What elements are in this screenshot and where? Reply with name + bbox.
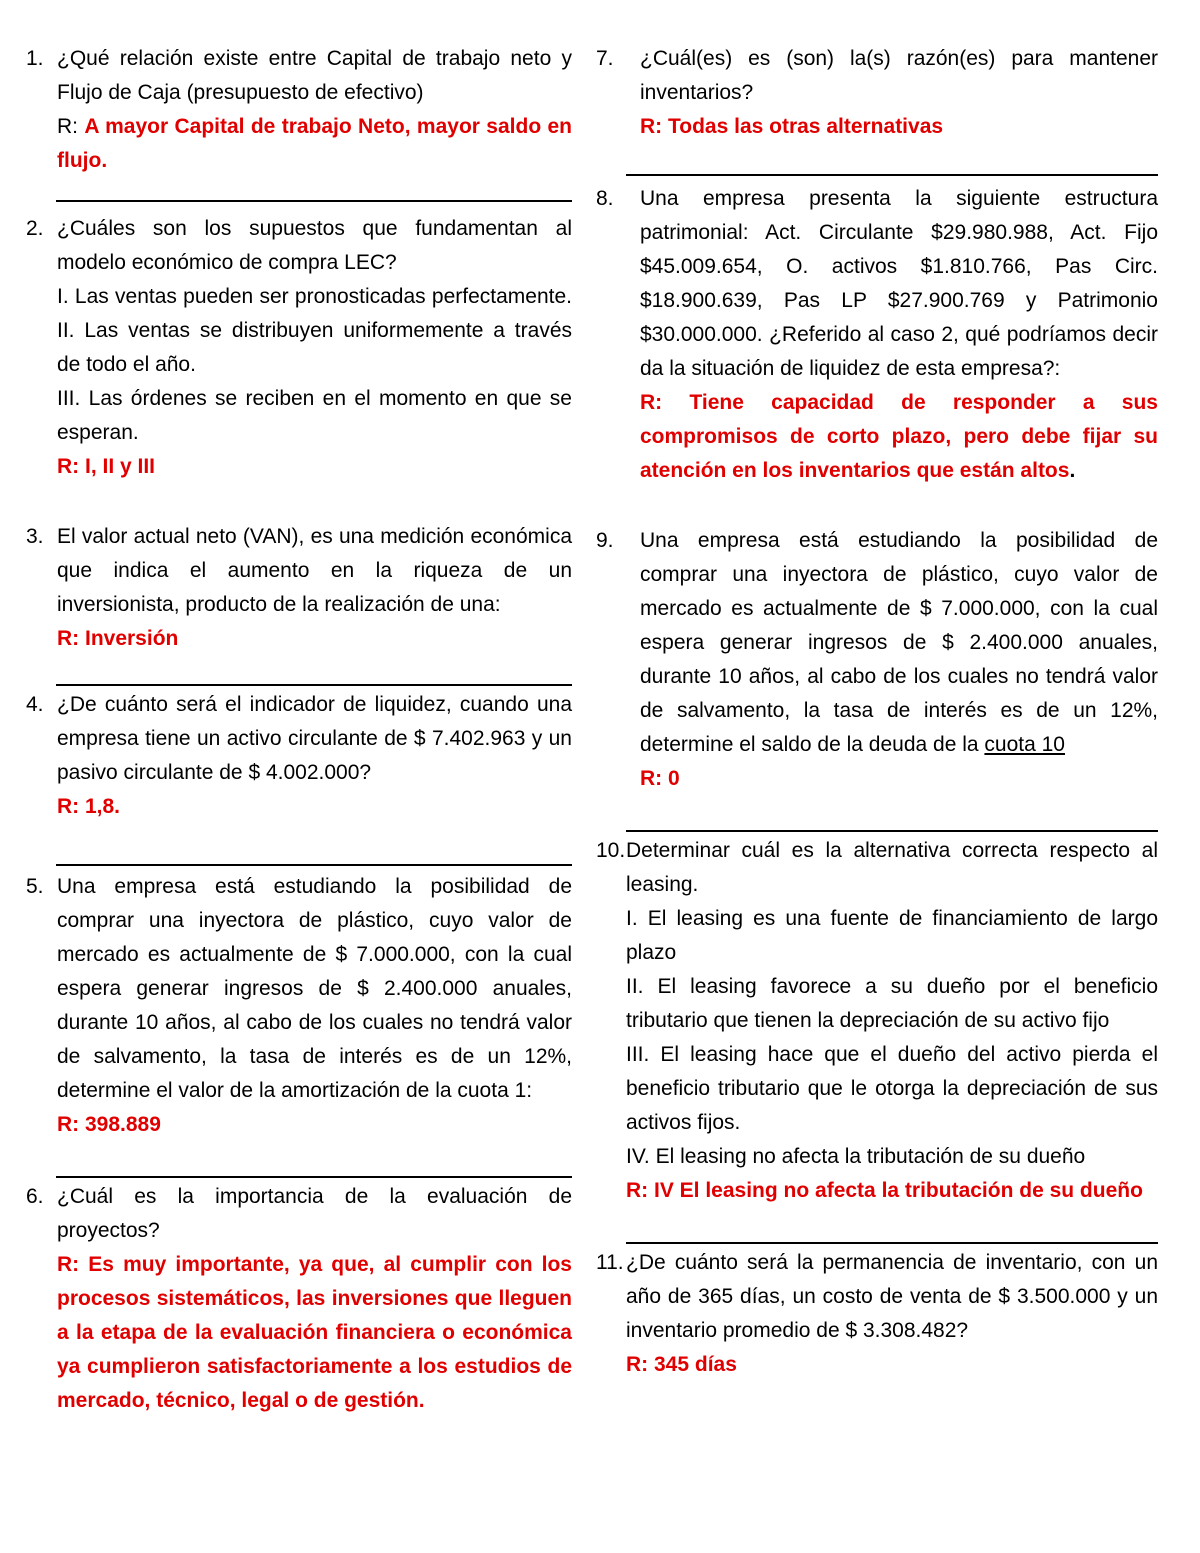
answer-end: .: [1069, 459, 1076, 482]
left-column: [26, 42, 572, 1418]
option-text: IV. El leasing no afecta la tributación de su dueño: [626, 1145, 1086, 1168]
divider: [56, 200, 572, 202]
question-text: Una empresa presenta la siguiente estructura patrimonial: Act. Circulante $29.980.988, Act. Fijo $45.009.654, O. activos $1.810.766, Pas Circ. $18.900.639, Pas LP $27.900.769 y Patrimonio $30.000.000. ¿Referido al caso 2, qué podríamos decir da la situación de liquidez de esta empresa?:: [640, 187, 1158, 380]
option-text: III. Las órdenes se reciben en el momento en que se esperan.: [57, 387, 572, 444]
question-5: [26, 870, 572, 1142]
question-number: 1.: [26, 47, 44, 70]
answer-value: R: Tiene capacidad de responder a sus compromisos de corto plazo, pero debe fijar su atención en los inventarios que están altos: [640, 391, 1158, 482]
question-number: 9.: [596, 529, 614, 552]
question-text: ¿Qué relación existe entre Capital de trabajo neto y Flujo de Caja (presupuesto de efectivo): [57, 47, 572, 104]
question-text: [640, 524, 1158, 762]
divider: [626, 174, 1158, 176]
question-text: ¿Cuál es la importancia de la evaluación de proyectos?: [57, 1185, 572, 1242]
answer-text: R: IV El leasing no afecta la tributación de su dueño: [626, 1179, 1143, 1202]
answer-text: R: 1,8.: [57, 795, 121, 818]
right-column: [596, 42, 1158, 1382]
question-number: 2.: [26, 217, 44, 240]
question-text: Una empresa está estudiando la posibilidad de comprar una inyectora de plástico, cuyo valor de mercado es actualmente de $ 7.000.000, con la cual espera generar ingresos de $ 2.400.000 anuales, durante 10 años, al cabo de los cuales no tendrá valor de salvamento, la tasa de interés es de un 12%, determine el valor de la amortización de la cuota 1:: [57, 875, 572, 1102]
question-text: ¿Cuál(es) es (son) la(s) razón(es) para mantener inventarios?: [640, 47, 1158, 104]
divider: [56, 1176, 572, 1178]
question-number: 6.: [26, 1185, 44, 1208]
question-text: ¿De cuánto será el indicador de liquidez, cuando una empresa tiene un activo circulante de $ 7.402.963 y un pasivo circulante de $ 4.002.000?: [57, 693, 572, 784]
question-underlined: cuota 10: [984, 733, 1065, 756]
answer-prefix: R:: [57, 115, 85, 138]
answer-text: [640, 386, 1158, 488]
question-number: 11.: [596, 1251, 624, 1274]
answer-text: R: Es muy importante, ya que, al cumplir con los procesos sistemáticos, las inversiones que lleguen a la etapa de la evaluación financiera o económica ya cumplieron satisfactoriamente a los estudios de mercado, técnico, legal o de gestión.: [57, 1253, 572, 1412]
question-number: 5.: [26, 875, 44, 898]
answer-text: R: 345 días: [626, 1353, 737, 1376]
question-text: Determinar cuál es la alternativa correcta respecto al leasing.: [626, 839, 1158, 896]
divider: [626, 1242, 1158, 1244]
question-7: [596, 42, 1158, 144]
question-4: [26, 688, 572, 824]
answer-text: R: 0: [640, 767, 680, 790]
option-text: I. El leasing es una fuente de financiamiento de largo plazo: [626, 907, 1158, 964]
divider: [56, 864, 572, 866]
question-text: ¿De cuánto será la permanencia de inventario, con un año de 365 días, un costo de venta de $ 3.500.000 y un inventario promedio de $ 3.308.482?: [626, 1251, 1158, 1342]
question-main: Una empresa está estudiando la posibilidad de comprar una inyectora de plástico, cuyo valor de mercado es actualmente de $ 7.000.000, con la cual espera generar ingresos de $ 2.400.000 anuales, durante 10 años, al cabo de los cuales no tendrá valor de salvamento, la tasa de interés es de un 12%, determine el saldo de la deuda de la: [640, 529, 1158, 756]
answer-text: R: Todas las otras alternativas: [640, 115, 944, 138]
answer-text: R: 398.889: [57, 1113, 161, 1136]
divider: [56, 684, 572, 686]
question-1: [26, 42, 572, 178]
option-text: II. El leasing favorece a su dueño por el beneficio tributario que tienen la depreciación de su activo fijo: [626, 975, 1158, 1032]
question-3: [26, 520, 572, 656]
question-number: 7.: [596, 47, 614, 70]
answer-text: R: I, II y III: [57, 455, 156, 478]
question-2: [26, 212, 572, 484]
question-11: [596, 1246, 1158, 1382]
question-10: [596, 834, 1158, 1208]
question-6: [26, 1180, 572, 1418]
answer-text: R: Inversión: [57, 627, 179, 650]
question-number: 10.: [596, 839, 626, 862]
question-text: El valor actual neto (VAN), es una medición económica que indica el aumento en la riqueza de un inversionista, producto de la realización de una:: [57, 525, 572, 616]
answer-value: A mayor Capital de trabajo Neto, mayor saldo en flujo.: [57, 115, 572, 172]
question-8: [596, 182, 1158, 488]
divider: [626, 830, 1158, 832]
answer-text: [57, 110, 572, 178]
question-number: 3.: [26, 525, 44, 548]
question-number: 4.: [26, 693, 44, 716]
question-number: 8.: [596, 187, 614, 210]
question-9: [596, 524, 1158, 796]
option-text: III. El leasing hace que el dueño del activo pierda el beneficio tributario que le otorga la depreciación de sus activos fijos.: [626, 1043, 1158, 1134]
option-text: I. Las ventas pueden ser pronosticadas perfectamente. II. Las ventas se distribuyen uniformemente a través de todo el año.: [57, 285, 572, 376]
question-text: ¿Cuáles son los supuestos que fundamentan al modelo económico de compra LEC?: [57, 217, 572, 274]
